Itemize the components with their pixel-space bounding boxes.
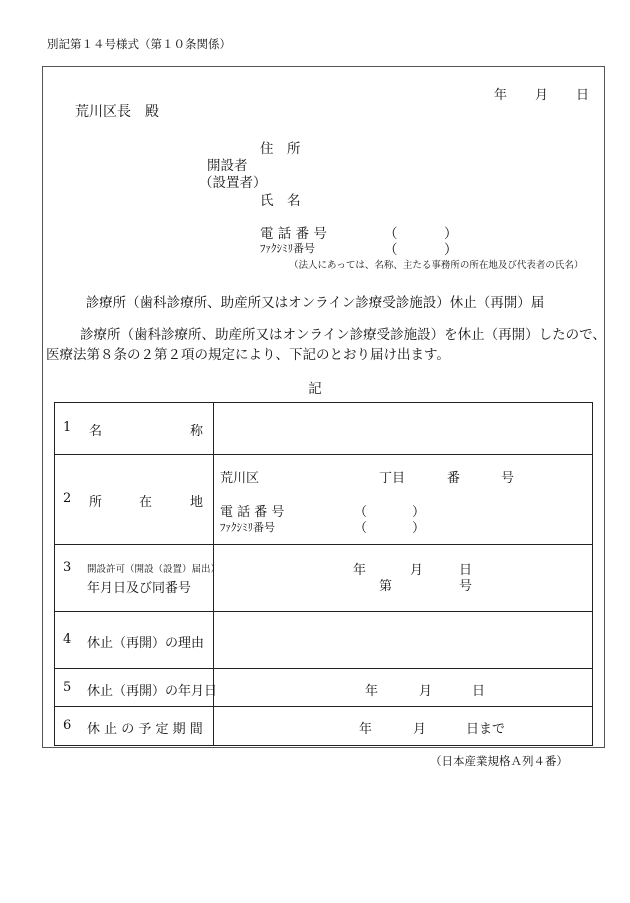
row1-label-part-b: 称 xyxy=(190,424,204,439)
document-title: 診療所（歯科診療所、助産所又はオンライン診療受診施設）休止（再開）届 xyxy=(85,295,545,311)
date-month-label: 月 xyxy=(535,88,549,103)
closure-month-label: 月 xyxy=(419,684,433,699)
table-row xyxy=(55,403,593,455)
name-label: 氏 名 xyxy=(260,193,301,209)
row2-label-part-c: 地 xyxy=(190,495,204,510)
body-text-line-1: 診療所（歯科診療所、助産所又はオンライン診療受診施設）を休止（再開）したので、 xyxy=(80,327,606,343)
applicant-fax-label: ﾌｧｸｼﾐﾘ番号 xyxy=(260,242,315,255)
table-row xyxy=(55,455,593,545)
row3-label-main: 年月日及び同番号 xyxy=(87,581,192,596)
closure-date-field[interactable] xyxy=(214,669,593,707)
go-label: 号 xyxy=(501,471,515,486)
closure-year-label: 年 xyxy=(365,684,379,699)
row6-label-cell xyxy=(55,707,214,746)
closure-day-label: 日 xyxy=(472,684,486,699)
permit-day-label: 日 xyxy=(459,563,473,578)
row6-number: 6 xyxy=(63,718,72,733)
ki-heading: 記 xyxy=(308,381,322,397)
permit-month-label: 月 xyxy=(410,563,424,578)
row2-label-cell xyxy=(55,455,214,545)
row3-label-cell xyxy=(55,545,221,612)
table-row xyxy=(55,707,593,746)
applicant-phone-label: 電 話 番 号 xyxy=(260,226,327,242)
permit-dai-label: 第 xyxy=(379,579,393,594)
facility-fax-label: ﾌｧｸｼﾐﾘ番号 xyxy=(220,521,275,534)
fax-paren-open: （ xyxy=(384,242,398,258)
row1-number: 1 xyxy=(63,420,72,435)
row2-label-part-b: 在 xyxy=(139,495,153,510)
phone-paren-close: ） xyxy=(444,226,458,242)
period-month-label: 月 xyxy=(413,722,427,737)
closure-reason-field[interactable] xyxy=(214,612,593,669)
table-row xyxy=(55,612,593,669)
row4-label: 休止（再開）の理由 xyxy=(87,636,205,651)
permit-date-number-field[interactable] xyxy=(214,545,593,612)
form-reference: 別記第１４号様式（第１０条関係） xyxy=(47,37,231,51)
phone-paren-open: （ xyxy=(384,226,398,242)
ban-label: 番 xyxy=(447,471,461,486)
location-field[interactable] xyxy=(214,455,593,545)
addressee: 荒川区長 殿 xyxy=(75,104,159,120)
permit-year-label: 年 xyxy=(353,563,367,578)
row5-label-cell xyxy=(55,669,218,707)
fax-paren-close: ） xyxy=(444,242,458,258)
row4-label-cell xyxy=(55,612,214,669)
founder-label: 開設者 xyxy=(207,158,248,174)
facility-phone-paren-open: （ xyxy=(354,505,368,520)
details-table xyxy=(54,402,593,746)
chome-label: 丁目 xyxy=(379,471,406,486)
date-day-label: 日 xyxy=(576,88,590,103)
facility-fax-paren-close: ） xyxy=(412,521,426,536)
body-text-line-2: 医療法第８条の２第２項の規定により、下記のとおり届け出ます。 xyxy=(46,347,450,363)
table-row xyxy=(55,545,593,612)
row4-number: 4 xyxy=(63,632,72,647)
row6-label: 休 止 の 予 定 期 間 xyxy=(87,722,203,737)
period-year-label: 年 xyxy=(359,722,373,737)
row3-label-small: 開設許可（開設（設置）届出） xyxy=(87,564,221,575)
address-label: 住 所 xyxy=(260,141,301,157)
permit-go-label: 号 xyxy=(459,579,473,594)
facility-phone-label: 電 話 番 号 xyxy=(220,505,285,520)
planned-period-field[interactable] xyxy=(214,707,593,746)
facility-name-field[interactable] xyxy=(214,403,593,455)
row3-number: 3 xyxy=(63,560,72,575)
paper-size-note: （日本産業規格Ａ列４番） xyxy=(430,754,568,768)
date-year-label: 年 xyxy=(494,88,508,103)
corporation-note: （法人にあっては、名称、主たる事務所の所在地及び代表者の氏名） xyxy=(289,260,584,271)
row1-label-cell xyxy=(55,403,214,455)
table-row xyxy=(55,669,593,707)
period-day-until-label: 日まで xyxy=(466,722,506,737)
ward-label: 荒川区 xyxy=(220,471,260,486)
row2-label-part-a: 所 xyxy=(89,495,103,510)
row2-number: 2 xyxy=(63,491,72,506)
row5-number: 5 xyxy=(63,680,72,695)
row1-label-part-a: 名 xyxy=(89,424,103,439)
setter-label: （設置者） xyxy=(199,175,267,191)
facility-phone-paren-close: ） xyxy=(412,505,426,520)
facility-fax-paren-open: （ xyxy=(354,521,368,536)
row5-label: 休止（再開）の年月日 xyxy=(87,684,218,699)
